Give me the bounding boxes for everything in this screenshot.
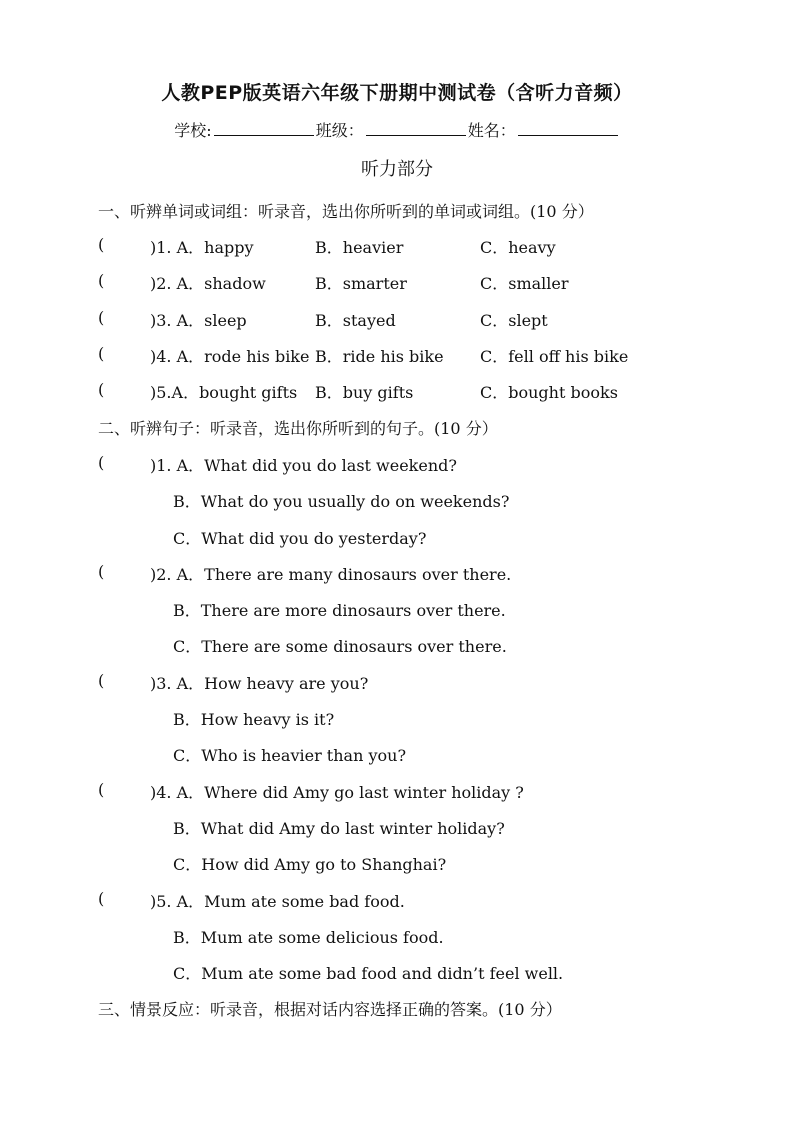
option-a: )1. A．What did you do last weekend? — [150, 456, 457, 475]
part2-item-5 — [0, 889, 794, 909]
part2-item-5-option-b: B．Mum ate some delicious food. — [173, 928, 444, 947]
part2-item-5-option-c: C．Mum ate some bad food and didn’t feel well. — [173, 964, 564, 983]
name-label: 姓名： — [467, 121, 516, 140]
option-b: B．ride his bike — [315, 347, 444, 366]
school-label: 学校: — [174, 121, 212, 140]
answer-paren[interactable]: ( — [98, 271, 105, 290]
part1-item-1 — [0, 235, 794, 255]
option-a: )3. A．sleep — [150, 311, 247, 330]
option-c: C．smaller — [480, 274, 569, 293]
school-blank[interactable] — [214, 119, 314, 136]
part1-item-5 — [0, 380, 794, 400]
answer-paren[interactable]: ( — [98, 671, 105, 690]
answer-paren[interactable]: ( — [98, 453, 105, 472]
answer-paren[interactable]: ( — [98, 780, 105, 799]
option-c: C．bought books — [480, 383, 618, 402]
option-b: B．buy gifts — [315, 383, 414, 402]
option-a: )2. A．There are many dinosaurs over there. — [150, 565, 512, 584]
option-c: C．fell off his bike — [480, 347, 629, 366]
part2-item-4-option-c: C．How did Amy go to Shanghai? — [173, 855, 447, 874]
class-blank[interactable] — [366, 119, 466, 136]
option-b: B．stayed — [315, 311, 396, 330]
class-label: 班级： — [315, 121, 364, 140]
option-a: )4. A．Where did Amy go last winter holiday ? — [150, 783, 524, 802]
page-title: 人教PEP版英语六年级下册期中测试卷（含听力音频） — [161, 82, 633, 104]
answer-paren[interactable]: ( — [98, 889, 105, 908]
part2-item-1-option-c: C．What did you do yesterday? — [173, 529, 427, 548]
part2-item-3-option-b: B．How heavy is it? — [173, 710, 335, 729]
part2-item-3 — [0, 671, 794, 691]
option-c: C．heavy — [480, 238, 556, 257]
name-blank[interactable] — [518, 119, 618, 136]
part1-heading: 一、听辨单词或词组：听录音，选出你所听到的单词或词组。(10 分） — [98, 202, 594, 221]
option-a: )4. A．rode his bike — [150, 347, 310, 366]
option-a: )5.A．bought gifts — [150, 383, 298, 402]
option-a: )1. A．happy — [150, 238, 254, 257]
part2-item-1-option-b: B．What do you usually do on weekends? — [173, 492, 510, 511]
option-b: B．smarter — [315, 274, 407, 293]
part2-item-2-option-b: B．There are more dinosaurs over there. — [173, 601, 506, 620]
part2-item-4 — [0, 780, 794, 800]
part2-item-3-option-c: C．Who is heavier than you? — [173, 746, 407, 765]
option-c: C．slept — [480, 311, 548, 330]
option-a: )5. A．Mum ate some bad food. — [150, 892, 405, 911]
part2-item-2-option-c: C．There are some dinosaurs over there. — [173, 637, 507, 656]
answer-paren[interactable]: ( — [98, 562, 105, 581]
part3-heading: 三、情景反应：听录音，根据对话内容选择正确的答案。(10 分） — [98, 1000, 562, 1019]
answer-paren[interactable]: ( — [98, 380, 105, 399]
part2-item-2 — [0, 562, 794, 582]
section-title: 听力部分 — [361, 159, 433, 180]
answer-paren[interactable]: ( — [98, 344, 105, 363]
option-a: )2. A．shadow — [150, 274, 266, 293]
option-a: )3. A．How heavy are you? — [150, 674, 369, 693]
answer-paren[interactable]: ( — [98, 235, 105, 254]
part1-item-2 — [0, 271, 794, 291]
student-info-line — [0, 118, 794, 141]
part1-item-3 — [0, 308, 794, 328]
part2-item-4-option-b: B．What did Amy do last winter holiday? — [173, 819, 505, 838]
part1-item-4 — [0, 344, 794, 364]
option-b: B．heavier — [315, 238, 404, 257]
part2-item-1 — [0, 453, 794, 473]
part2-heading: 二、听辨句子：听录音，选出你所听到的句子。(10 分） — [98, 419, 498, 438]
answer-paren[interactable]: ( — [98, 308, 105, 327]
